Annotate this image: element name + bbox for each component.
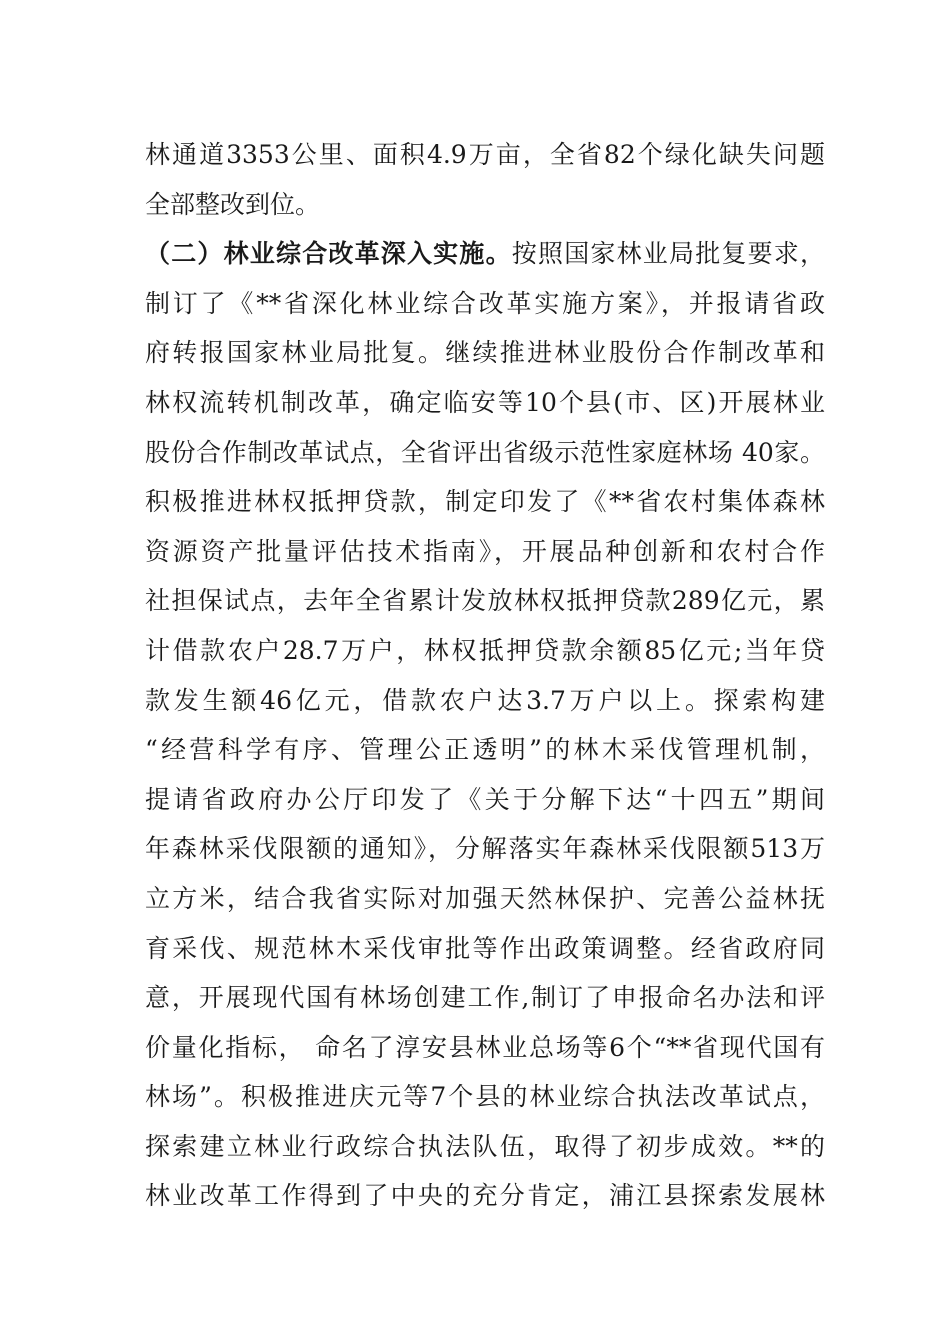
text-line: 社担保试点，去年全省累计发放林权抵押贷款289亿元，累 xyxy=(145,586,825,616)
text-line: 林通道3353公里、面积4.9万亩，全省82个绿化缺失问题 xyxy=(145,140,825,169)
text-line: 年森林采伐限额的通知》，分解落实年森林采伐限额513万 xyxy=(145,834,825,864)
text-line: 育采伐、规范林木采伐审批等作出政策调整。经省政府同 xyxy=(145,933,825,963)
text-line: 制订了《**省深化林业综合改革实施方案》，并报请省政 xyxy=(145,288,825,318)
text-line: 积极推进林权抵押贷款，制定印发了《**省农村集体森林 xyxy=(145,487,825,517)
text-line: 全部整改到位。 xyxy=(145,189,321,219)
text-line: 计借款农户28.7万户，林权抵押贷款余额85亿元;当年贷 xyxy=(145,635,825,665)
text-line: 林业改革工作得到了中央的充分肯定，浦江县探索发展林 xyxy=(145,1181,825,1211)
text-line: 探索建立林业行政综合执法队伍，取得了初步成效。**的 xyxy=(145,1131,825,1161)
text-line: 价量化指标， 命名了淳安县林业总场等6个“**省现代国有 xyxy=(145,1032,825,1062)
section-heading: （二）林业综合改革深入实施。 xyxy=(145,239,512,269)
text-line: “经营科学有序、管理公正透明”的林木采伐管理机制， xyxy=(145,735,825,765)
text-line: 立方米，结合我省实际对加强天然林保护、完善公益林抚 xyxy=(145,883,825,913)
text-line: 提请省政府办公厅印发了《关于分解下达“十四五”期间 xyxy=(145,784,825,814)
text-line: 股份合作制改革试点，全省评出省级示范性家庭林场 40家。 xyxy=(145,437,825,467)
section-heading-line xyxy=(145,229,825,279)
text-line: 款发生额46亿元，借款农户达3.7万户以上。探索构建 xyxy=(145,685,825,715)
text-line: 资源资产批量评估技术指南》，开展品种创新和农村合作 xyxy=(145,536,825,566)
text-line: 府转报国家林业局批复。继续推进林业股份合作制改革和 xyxy=(145,338,825,368)
document-body xyxy=(145,130,825,1221)
text-line: 林权流转机制改革，确定临安等10个县(市、区)开展林业 xyxy=(145,387,825,417)
text-line: 意，开展现代国有林场创建工作,制订了申报命名办法和评 xyxy=(145,983,825,1013)
text-run: 按照国家林业局批复要求， xyxy=(511,239,825,269)
text-line: 林场”。积极推进庆元等7个县的林业综合执法改革试点， xyxy=(145,1082,825,1112)
